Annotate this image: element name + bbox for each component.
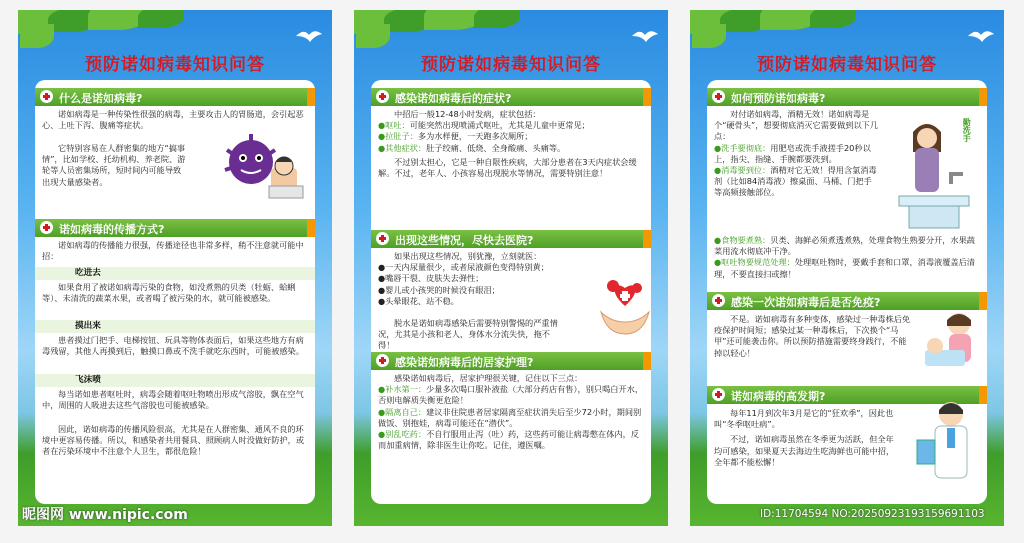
list-text: 建议非住院患者居家隔离至症状消失后至少72小时，期间别做饭、别抱娃，病毒可能还在“潜伏”。 <box>378 406 642 428</box>
orange-tab <box>643 230 651 248</box>
orange-tab <box>307 88 315 106</box>
list-item: ●嘴唇干裂、皮肤失去弹性； <box>378 273 484 284</box>
section-title: 什么是诺如病毒? <box>59 92 143 105</box>
section-header <box>35 88 315 106</box>
dove-icon <box>632 28 658 42</box>
section-body <box>42 143 187 188</box>
section-title: 诺如病毒的高发期? <box>731 390 826 403</box>
section-body <box>378 318 566 352</box>
paragraph: 脱水是诺如病毒感染后需要特别警惕的严重情况，尤其是小孩和老人，身体水分流失快，拖不得！ <box>378 318 558 351</box>
list-label: ●呕吐： <box>378 120 410 131</box>
medical-cross-icon <box>376 232 389 245</box>
paragraph: 如果出现这些情况，别犹豫，立刻就医： <box>394 251 542 261</box>
paragraph: 不是。诺如病毒有多种变体，感染过一种毒株后免疫保护时间短；感染过某一种毒株后，下次换个“马甲”还可能袭击你。所以预防措施需要终身践行，不能掉以轻心！ <box>714 314 911 358</box>
image-id: ID:11704594 NO:20250923193159691103 <box>760 508 985 520</box>
list-text: 不自行服用止泻（吐）药，这些药可能让病毒憋在体内，反而加重病情，除非医生让你吃。记住，遵医嘱。 <box>378 429 639 451</box>
list-item: ●头晕眼花、站不稳。 <box>378 295 459 306</box>
list-text: 贝类、海鲜必须煮透煮熟，处理食物生熟要分开，水果蔬菜用流水彻底冲干净。 <box>714 235 975 257</box>
orange-tab <box>307 219 315 237</box>
paragraph: 如果食用了被诺如病毒污染的食物，如没煮熟的贝类（牡蛎、蛤蜊等）、未清洗的蔬菜水果，或者喝了被污染的水，就可能被感染。 <box>42 282 296 304</box>
paragraph: 每年11月到次年3月是它的“狂欢季”，因此也叫“冬季呕吐病”。 <box>714 408 894 430</box>
caregiver-illustration <box>925 308 985 370</box>
section-body <box>42 109 308 131</box>
poster-title: 预防诺如病毒知识问答 <box>421 55 601 75</box>
orange-tab <box>643 352 651 370</box>
paragraph: 它特别容易在人群密集的地方“搞事情”，比如学校、托幼机构、养老院、游轮等人员密集场所，短时间内可能导致出现大量感染者。 <box>42 143 186 187</box>
doctor-illustration <box>911 396 987 480</box>
section-title: 诺如病毒的传播方式? <box>59 223 165 236</box>
section-title: 感染诺如病毒后的症状? <box>395 92 512 105</box>
list-text: 肚子绞痛、低烧、全身酸痛、头痛等。 <box>426 142 566 153</box>
list-text: 酒精对它无效！得用含氯消毒剂（比如84消毒液）擦桌面、马桶、门把手等高频接触部位。 <box>714 165 877 198</box>
section-body <box>378 109 644 179</box>
poster-title: 预防诺如病毒知识问答 <box>757 55 937 75</box>
list-label: ●隔离自己： <box>378 406 427 417</box>
content-card <box>35 80 315 504</box>
watermark: 昵图网 www.nipic.com <box>22 507 188 523</box>
list-text: 多为水样便，一天跑多次厕所； <box>417 131 533 142</box>
heart-hands-illustration <box>599 276 651 338</box>
subheading: 吃进去 <box>35 267 315 280</box>
section-title: 如何预防诺如病毒? <box>731 92 826 105</box>
leaf-decoration <box>356 24 390 48</box>
leaf-decoration <box>138 10 184 28</box>
section-body <box>42 335 308 357</box>
list-text: 可能突然出现喷涌式呕吐，尤其是儿童中更常见； <box>409 120 590 131</box>
list-label: ●洗手要彻底： <box>714 142 771 153</box>
section-body <box>42 389 308 411</box>
section-body <box>378 373 644 451</box>
poster-1 <box>18 10 332 526</box>
content-card <box>371 80 651 504</box>
paragraph: 不过别太担心，它是一种自限性疾病，大部分患者在3天内症状会缓解。不过，老年人、小孩容易出现脱水等情况，需要特别注意！ <box>378 156 637 179</box>
list-item: ●婴儿或小孩哭的时候没有眼泪； <box>378 284 500 295</box>
handwash-label: 勤洗手 <box>962 118 972 142</box>
dove-icon <box>296 28 322 42</box>
paragraph: 中招后一般12-48小时发病，症状包括： <box>394 109 541 119</box>
list-text: 少量多次喝口服补液盐（大部分药店有售），别只喝白开水，否则电解质失衡更危险！ <box>378 384 644 406</box>
list-text: 用肥皂或洗手液搓手20秒以上，指尖、指缝、手腕都要洗到。 <box>714 142 871 164</box>
medical-cross-icon <box>40 221 53 234</box>
section-body <box>42 240 308 262</box>
section-body <box>714 314 912 359</box>
leaf-decoration <box>20 24 54 48</box>
leaf-decoration <box>692 24 726 48</box>
poster-title: 预防诺如病毒知识问答 <box>85 55 265 75</box>
section-header <box>371 230 651 248</box>
paragraph: 每当诺如患者呕吐时，病毒会随着呕吐物喷出形成气溶胶，飘在空气中，周围的人吸进去这些气溶胶也可能被感染。 <box>42 389 304 411</box>
section-header <box>707 88 987 106</box>
paragraph: 因此，诺如病毒的传播风险很高，尤其是在人群密集、通风不良的环境中更容易传播。所以，和感染者共用餐具、照顾病人时没做好防护，或者在污染环境中不注意个人卫生，都很危险！ <box>42 424 305 457</box>
list-item: ●一天内尿量很少，或者尿液颜色变得特别黄； <box>378 262 549 273</box>
section-title: 感染一次诺如病毒后是否免疫? <box>731 296 881 309</box>
virus-label: 诺如病毒 <box>233 185 261 193</box>
subheading: 摸出来 <box>35 320 315 333</box>
section-body <box>714 408 899 468</box>
list-text: 处理呕吐物时，要戴手套和口罩，消毒液覆盖后清理，不要直接扫或擦！ <box>714 257 975 279</box>
section-title: 感染诺如病毒后的居家护理? <box>395 356 534 369</box>
poster-2 <box>354 10 668 526</box>
section-body <box>42 424 308 458</box>
orange-tab <box>979 88 987 106</box>
orange-tab <box>643 88 651 106</box>
section-header <box>371 88 651 106</box>
paragraph: 感染诺如病毒后，居家护理很关键，记住以下三点： <box>394 373 583 383</box>
paragraph: 患者摸过门把手、电梯按钮、玩具等物体表面后，如果这些地方有病毒残留，其他人再摸到后，触摸口鼻或不洗手就吃东西时，可能被感染。 <box>42 335 305 357</box>
list-label: ●食物要煮熟： <box>714 235 771 245</box>
section-body <box>714 235 980 280</box>
list-label: ●呕吐物要规范处理： <box>714 257 795 268</box>
medical-cross-icon <box>40 90 53 103</box>
leaf-decoration <box>810 10 856 28</box>
medical-cross-icon <box>376 354 389 367</box>
leaf-decoration <box>474 10 520 28</box>
section-body <box>714 109 879 199</box>
list-label: ●其他症状： <box>378 142 427 153</box>
dove-icon <box>968 28 994 42</box>
medical-cross-icon <box>712 294 725 307</box>
list-label: ●补水第一： <box>378 384 427 395</box>
section-header <box>371 352 651 370</box>
list-label: ●拉肚子： <box>378 131 418 142</box>
section-body <box>42 282 308 304</box>
medical-cross-icon <box>376 90 389 103</box>
poster-3 <box>690 10 1004 526</box>
list-label: ●消毒要到位： <box>714 165 771 176</box>
section-title: 出现这些情况，尽快去医院? <box>395 234 534 247</box>
section-header <box>35 219 315 237</box>
medical-cross-icon <box>712 388 725 401</box>
paragraph: 诺如病毒的传播能力很强，传播途径也非常多样，稍不注意就可能中招： <box>42 240 304 262</box>
paragraph: 诺如病毒是一种传染性很强的病毒，主要攻击人的胃肠道，会引起恶心、上吐下泻、腹痛等症状。 <box>42 109 304 131</box>
list-label: ●别乱吃药： <box>378 429 427 440</box>
medical-cross-icon <box>712 90 725 103</box>
paragraph: 不过，诺如病毒虽然在冬季更为活跃，但全年均可感染，如果夏天去海边生吃海鲜也可能中招，全年都不能松懈！ <box>714 434 895 467</box>
paragraph: 对付诺如病毒，酒精无效！诺如病毒是个“硬骨头”，想要彻底消灭它需要做到以下几点： <box>714 109 879 142</box>
content-card <box>707 80 987 504</box>
subheading: 飞沫喷 <box>35 374 315 387</box>
